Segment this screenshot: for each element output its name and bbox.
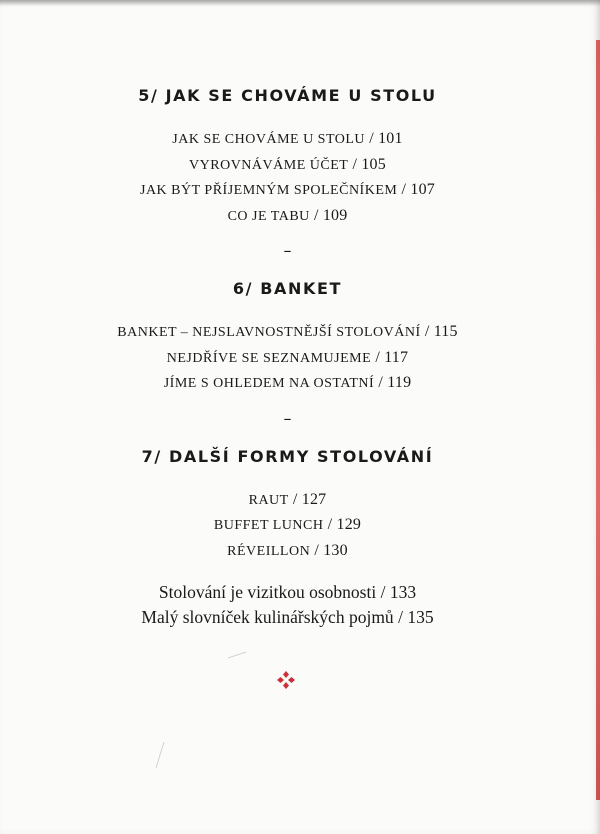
entry-title: Malý slovníček kulinářských pojmů (141, 607, 394, 627)
toc-entry: BANKET – NEJSLAVNOSTNĚJŠÍ STOLOVÁNÍ / 115 (117, 323, 458, 340)
entry-title: VYROVNÁVÁME ÚČET (189, 157, 349, 173)
entry-title: Stolování je vizitkou osobnosti (158, 582, 377, 602)
entry-page: 101 (378, 130, 403, 147)
section-title: 6/ BANKET (232, 279, 343, 298)
entry-page: 117 (384, 348, 409, 366)
toc-entry: VYROVNÁVÁME ÚČET / 105 (189, 155, 386, 173)
toc-entry: RÉVEILLON / 130 (227, 541, 348, 559)
toc-entry: CO JE TABU / 109 (227, 206, 348, 224)
entry-page: 107 (410, 181, 435, 198)
section-title: 7/ DALŠÍ FORMY STOLOVÁNÍ (141, 446, 434, 466)
page-top-shadow (0, 0, 600, 6)
entry-title: RÉVEILLON (227, 543, 311, 559)
section-title: 5/ JAK SE CHOVÁME U STOLU (138, 86, 437, 105)
table-of-contents (0, 86, 575, 630)
page-red-edge (596, 40, 600, 800)
entry-page: 109 (322, 206, 348, 224)
diamond-ornament-icon (276, 670, 296, 690)
toc-entry: NEJDŘÍVE SE SEZNAMUJEME / 117 (166, 348, 409, 366)
toc-entry: BUFFET LUNCH / 129 (213, 516, 362, 533)
entry-title: NEJDŘÍVE SE SEZNAMUJEME (166, 350, 372, 366)
entry-title: JAK SE CHOVÁME U STOLU (172, 132, 366, 147)
toc-entry: Stolování je vizitkou osobnosti / 133 (158, 582, 417, 602)
entry-page: 133 (389, 582, 417, 602)
entry-title: JÍME S OHLEDEM NA OSTATNÍ (163, 376, 375, 391)
entry-page: 119 (387, 374, 412, 391)
toc-closing (0, 580, 575, 630)
entry-title: JAK BÝT PŘÍJEMNÝM SPOLEČNÍKEM (140, 183, 398, 198)
entry-page: 130 (323, 541, 348, 559)
entry-page: 129 (336, 516, 362, 533)
entry-title: BANKET – NEJSLAVNOSTNĚJŠÍ STOLOVÁNÍ (117, 325, 421, 340)
entry-title: CO JE TABU (227, 208, 310, 224)
toc-entry: JAK BÝT PŘÍJEMNÝM SPOLEČNÍKEM / 107 (140, 181, 435, 198)
toc-section-6 (0, 279, 575, 427)
toc-section-5 (0, 86, 575, 259)
entry-page: 105 (361, 155, 386, 173)
entry-title: RAUT (248, 492, 289, 508)
section-separator: – (283, 408, 292, 428)
toc-entry: JÍME S OHLEDEM NA OSTATNÍ / 119 (163, 374, 412, 391)
paper-scratch (150, 650, 260, 780)
toc-entry: RAUT / 127 (248, 490, 327, 508)
toc-section-7 (0, 447, 575, 565)
entry-page: 127 (301, 490, 327, 508)
entry-page: 135 (407, 607, 434, 627)
entry-page: 115 (433, 323, 458, 340)
toc-entry: Malý slovníček kulinářských pojmů / 135 (141, 607, 434, 627)
section-separator: – (283, 241, 292, 260)
toc-entry: JAK SE CHOVÁME U STOLU / 101 (172, 130, 403, 147)
entry-title: BUFFET LUNCH (213, 518, 324, 533)
